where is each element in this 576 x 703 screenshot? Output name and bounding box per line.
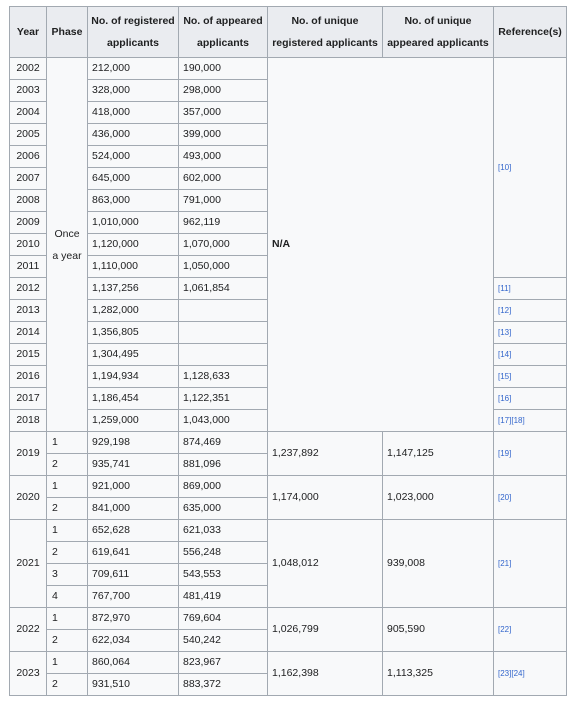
reference-link[interactable]: [12] [498,306,512,315]
phase-cell: 2 [47,630,88,652]
header-appeared-line1: No. of appeared [183,15,263,27]
reference-cell [494,608,567,652]
unique-appeared-cell: 1,113,325 [383,652,494,696]
appeared-cell: 540,242 [179,630,268,652]
year-cell: 2004 [10,102,47,124]
registered-cell: 1,356,805 [88,322,179,344]
registered-cell: 1,110,000 [88,256,179,278]
registered-cell: 1,186,454 [88,388,179,410]
year-cell: 2006 [10,146,47,168]
registered-cell: 931,510 [88,674,179,696]
year-cell: 2022 [10,608,47,652]
appeared-cell: 1,043,000 [179,410,268,432]
appeared-cell: 869,000 [179,476,268,498]
unique-registered-cell: 1,048,012 [268,520,383,608]
reference-cell [494,300,567,322]
appeared-cell: 823,967 [179,652,268,674]
registered-cell: 921,000 [88,476,179,498]
reference-link[interactable]: [10] [498,163,512,172]
table-row [10,652,567,674]
registered-cell: 619,641 [88,542,179,564]
appeared-cell: 791,000 [179,190,268,212]
year-cell: 2015 [10,344,47,366]
appeared-cell: 883,372 [179,674,268,696]
year-cell: 2016 [10,366,47,388]
registered-cell: 935,741 [88,454,179,476]
table-row [10,520,567,542]
reference-link[interactable]: [23][24] [498,669,525,678]
reference-link[interactable]: [21] [498,559,512,568]
appeared-cell [179,300,268,322]
phase-cell: 4 [47,586,88,608]
year-cell: 2008 [10,190,47,212]
registered-cell: 1,010,000 [88,212,179,234]
registered-cell: 860,064 [88,652,179,674]
reference-link[interactable]: [19] [498,449,512,458]
registered-cell: 212,000 [88,58,179,80]
registered-cell: 841,000 [88,498,179,520]
appeared-cell: 1,128,633 [179,366,268,388]
reference-link[interactable]: [15] [498,372,512,381]
phase-cell: 1 [47,520,88,542]
reference-link[interactable]: [22] [498,625,512,634]
unique-appeared-cell: 939,008 [383,520,494,608]
phase-once-line2: a year [52,249,82,262]
table-row [10,476,567,498]
reference-cell [494,652,567,696]
registered-cell: 1,120,000 [88,234,179,256]
table-body [10,58,567,696]
registered-cell: 929,198 [88,432,179,454]
phase-cell: 2 [47,674,88,696]
appeared-cell: 635,000 [179,498,268,520]
appeared-cell: 1,061,854 [179,278,268,300]
year-cell: 2012 [10,278,47,300]
registered-cell: 709,611 [88,564,179,586]
unique-appeared-cell: 905,590 [383,608,494,652]
registered-cell: 418,000 [88,102,179,124]
reference-cell [494,344,567,366]
unique-appeared-cell: 1,147,125 [383,432,494,476]
registered-cell: 1,259,000 [88,410,179,432]
header-appeared [179,7,268,58]
year-cell: 2013 [10,300,47,322]
reference-cell [494,58,567,278]
header-unique-appeared-line1: No. of unique [404,15,472,27]
year-cell: 2007 [10,168,47,190]
year-cell: 2010 [10,234,47,256]
reference-cell [494,476,567,520]
phase-cell: 1 [47,432,88,454]
year-cell: 2018 [10,410,47,432]
registered-cell: 622,034 [88,630,179,652]
appeared-cell: 602,000 [179,168,268,190]
appeared-cell: 1,122,351 [179,388,268,410]
reference-link[interactable]: [20] [498,493,512,502]
registered-cell: 436,000 [88,124,179,146]
year-cell: 2021 [10,520,47,608]
header-registered-line2: applicants [107,37,159,49]
appeared-cell: 881,096 [179,454,268,476]
header-appeared-line2: applicants [197,37,249,49]
reference-link[interactable]: [16] [498,394,512,403]
header-references: Reference(s) [494,7,567,58]
unique-registered-cell: 1,026,799 [268,608,383,652]
appeared-cell: 493,000 [179,146,268,168]
registered-cell: 645,000 [88,168,179,190]
appeared-cell: 543,553 [179,564,268,586]
header-unique-appeared [383,7,494,58]
year-cell: 2002 [10,58,47,80]
registered-cell: 652,628 [88,520,179,542]
year-cell: 2017 [10,388,47,410]
phase-cell: 3 [47,564,88,586]
unique-na-cell: N/A [268,58,494,432]
registered-cell: 1,304,495 [88,344,179,366]
phase-once-a-year-cell [47,58,88,432]
year-cell: 2003 [10,80,47,102]
year-cell: 2014 [10,322,47,344]
reference-cell [494,278,567,300]
applicants-table [9,6,567,696]
year-cell: 2023 [10,652,47,696]
appeared-cell: 556,248 [179,542,268,564]
appeared-cell: 962,119 [179,212,268,234]
appeared-cell: 1,070,000 [179,234,268,256]
phase-cell: 2 [47,454,88,476]
unique-registered-cell: 1,162,398 [268,652,383,696]
table-row [10,432,567,454]
table-row [10,608,567,630]
header-row [10,7,567,58]
registered-cell: 767,700 [88,586,179,608]
phase-cell: 1 [47,476,88,498]
phase-cell: 1 [47,608,88,630]
reference-link[interactable]: [11] [498,284,511,293]
phase-cell: 1 [47,652,88,674]
header-phase: Phase [47,7,88,58]
reference-link[interactable]: [17][18] [498,416,525,425]
header-registered-line1: No. of registered [91,15,175,27]
header-unique-registered-line2: registered applicants [272,37,378,49]
year-cell: 2019 [10,432,47,476]
appeared-cell: 621,033 [179,520,268,542]
appeared-cell: 1,050,000 [179,256,268,278]
year-cell: 2011 [10,256,47,278]
appeared-cell [179,322,268,344]
unique-registered-cell: 1,174,000 [268,476,383,520]
reference-cell [494,366,567,388]
registered-cell: 328,000 [88,80,179,102]
registered-cell: 863,000 [88,190,179,212]
header-registered [88,7,179,58]
phase-once-line1: Once [54,227,80,240]
year-cell: 2020 [10,476,47,520]
registered-cell: 1,282,000 [88,300,179,322]
reference-cell [494,388,567,410]
unique-appeared-cell: 1,023,000 [383,476,494,520]
appeared-cell: 769,604 [179,608,268,630]
registered-cell: 1,194,934 [88,366,179,388]
header-unique-registered-line1: No. of unique [291,15,359,27]
appeared-cell: 190,000 [179,58,268,80]
reference-cell [494,520,567,608]
header-unique-appeared-line2: appeared applicants [387,37,489,49]
appeared-cell: 298,000 [179,80,268,102]
phase-cell: 2 [47,498,88,520]
appeared-cell: 481,419 [179,586,268,608]
header-unique-registered [268,7,383,58]
reference-cell [494,410,567,432]
reference-cell [494,322,567,344]
registered-cell: 872,970 [88,608,179,630]
appeared-cell: 399,000 [179,124,268,146]
year-cell: 2009 [10,212,47,234]
reference-link[interactable]: [14] [498,350,512,359]
appeared-cell: 357,000 [179,102,268,124]
appeared-cell: 874,469 [179,432,268,454]
table-row [10,58,567,80]
phase-cell: 2 [47,542,88,564]
reference-cell [494,432,567,476]
reference-link[interactable]: [13] [498,328,512,337]
header-year: Year [10,7,47,58]
appeared-cell [179,344,268,366]
registered-cell: 524,000 [88,146,179,168]
unique-registered-cell: 1,237,892 [268,432,383,476]
year-cell: 2005 [10,124,47,146]
registered-cell: 1,137,256 [88,278,179,300]
